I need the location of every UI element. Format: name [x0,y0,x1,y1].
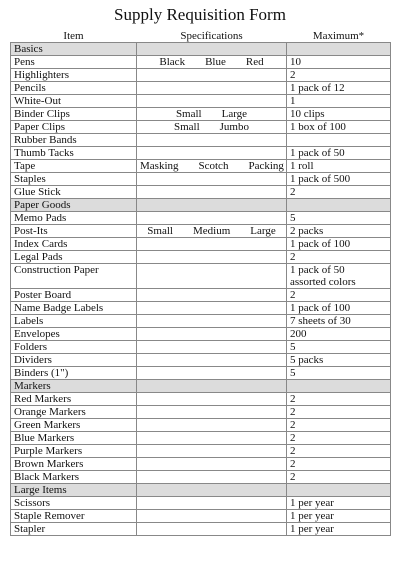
table-row [11,82,391,95]
item-name: Staple Remover [11,510,137,523]
specifications-cell [137,445,287,458]
maximum-cell [287,471,391,484]
header-row [11,30,391,43]
section-name: Basics [11,43,137,56]
maximum-cell [287,497,391,510]
item-name: Red Markers [11,393,137,406]
specifications-cell [137,289,287,302]
maximum-cell [287,445,391,458]
specification-option: Masking [140,160,179,172]
specification-option: Small [173,121,200,133]
section-max-cell [287,43,391,56]
item-name: Binders (1") [11,367,137,380]
requisition-table [10,30,391,536]
specification-option: Jumbo [219,121,249,133]
maximum-value: 2 [290,471,296,483]
maximum-value: 1 pack of 50 [290,147,345,159]
maximum-cell [287,458,391,471]
table-row [11,173,391,186]
maximum-cell [287,328,391,341]
item-name: Blue Markers [11,432,137,445]
item-name: Index Cards [11,238,137,251]
maximum-value: 1 roll [290,160,314,172]
maximum-cell [287,121,391,134]
table-row [11,471,391,484]
maximum-cell [287,160,391,173]
maximum-value: 2 [290,458,296,470]
maximum-cell [287,406,391,419]
table-row [11,445,391,458]
table-row [11,497,391,510]
section-name: Markers [11,380,137,393]
section-specs-cell [137,199,287,212]
specifications-cell [137,251,287,264]
specifications-cell [137,432,287,445]
maximum-value: 1 pack of 100 [290,238,351,250]
table-row [11,406,391,419]
maximum-cell [287,173,391,186]
maximum-value: 2 [290,289,296,301]
specifications-cell [137,264,287,289]
maximum-cell [287,56,391,69]
maximum-cell [287,354,391,367]
table-row [11,367,391,380]
maximum-cell [287,367,391,380]
specifications-cell [137,173,287,186]
maximum-cell [287,315,391,328]
item-name: Paper Clips [11,121,137,134]
specification-option: Medium [192,225,231,237]
section-name: Large Items [11,484,137,497]
specifications-column-header: Specifications [137,30,287,43]
item-name: Envelopes [11,328,137,341]
specification-option: Blue [205,56,226,68]
item-name: White-Out [11,95,137,108]
item-name: Legal Pads [11,251,137,264]
table-body [11,43,391,536]
specification-option: Red [245,56,264,68]
table-row [11,238,391,251]
maximum-cell [287,82,391,95]
maximum-cell [287,95,391,108]
item-name: Pencils [11,82,137,95]
maximum-value: 2 [290,251,296,263]
section-max-cell [287,380,391,393]
maximum-value: 1 per year [290,497,334,509]
item-name: Tape [11,160,137,173]
item-name: Post-Its [11,225,137,238]
specification-option: Scotch [198,160,229,172]
specification-option: Black [159,56,186,68]
maximum-value: 5 [290,367,296,379]
maximum-cell [287,510,391,523]
table-row [11,354,391,367]
table-row [11,523,391,536]
specifications-cell [137,497,287,510]
maximum-value: 200 [290,328,307,340]
item-name: Rubber Bands [11,134,137,147]
specifications-cell [137,147,287,160]
item-name: Thumb Tacks [11,147,137,160]
specifications-cell [137,354,287,367]
maximum-cell [287,238,391,251]
specifications-cell [137,471,287,484]
specification-option: Small [175,108,202,120]
maximum-value: 1 pack of 50 [290,264,345,276]
maximum-column-header: Maximum* [287,30,391,43]
item-name: Green Markers [11,419,137,432]
maximum-value: 1 [290,95,296,107]
maximum-cell [287,108,391,121]
specification-option: Small [147,225,173,237]
section-name: Paper Goods [11,199,137,212]
table-row [11,134,391,147]
table-row [11,302,391,315]
table-row [11,264,391,289]
maximum-value: 1 pack of 100 [290,302,351,314]
specification-option: Packing [248,160,284,172]
item-name: Pens [11,56,137,69]
maximum-cell [287,341,391,354]
specifications-cell [137,393,287,406]
specification-option: Large [250,225,276,237]
specifications-cell [137,523,287,536]
table-row [11,315,391,328]
item-column-header: Item [11,30,137,43]
item-name: Binder Clips [11,108,137,121]
maximum-cell [287,289,391,302]
maximum-value: 2 [290,393,296,405]
table-row [11,160,391,173]
specifications-cell [137,238,287,251]
maximum-value: 5 packs [290,354,324,366]
specifications-cell [137,302,287,315]
item-name: Labels [11,315,137,328]
maximum-value: 1 pack of 500 [290,173,351,185]
form-title: Supply Requisition Form [114,5,286,24]
item-name: Folders [11,341,137,354]
table-row [11,186,391,199]
maximum-value: 1 box of 100 [290,121,346,133]
specifications-cell [137,186,287,199]
maximum-value: 2 packs [290,225,324,237]
maximum-cell [287,147,391,160]
maximum-cell [287,251,391,264]
specifications-cell [137,367,287,380]
maximum-value: 5 [290,212,296,224]
maximum-value-continued: assorted colors [290,276,356,288]
specifications-cell [137,341,287,354]
maximum-value: 2 [290,445,296,457]
maximum-cell [287,69,391,82]
item-name: Scissors [11,497,137,510]
maximum-value: 2 [290,432,296,444]
maximum-cell [287,302,391,315]
section-max-cell [287,199,391,212]
maximum-value: 5 [290,341,296,353]
table-row [11,251,391,264]
item-name: Memo Pads [11,212,137,225]
maximum-value: 2 [290,419,296,431]
specifications-cell [137,95,287,108]
table-row [11,289,391,302]
specifications-cell [137,510,287,523]
specifications-cell [137,160,287,173]
specifications-cell [137,419,287,432]
maximum-cell [287,212,391,225]
table-row [11,121,391,134]
maximum-value: 1 per year [290,523,334,535]
specifications-cell [137,56,287,69]
maximum-value: 10 [290,56,301,68]
maximum-value: 2 [290,186,296,198]
maximum-cell [287,432,391,445]
table-row [11,147,391,160]
maximum-value: 10 clips [290,108,325,120]
table-row [11,56,391,69]
maximum-cell [287,419,391,432]
specifications-cell [137,225,287,238]
table-row [11,69,391,82]
table-row [11,393,391,406]
item-name: Dividers [11,354,137,367]
table-row [11,432,391,445]
specifications-cell [137,82,287,95]
item-name: Purple Markers [11,445,137,458]
item-name: Poster Board [11,289,137,302]
section-header-row [11,484,391,497]
item-name: Staples [11,173,137,186]
specifications-cell [137,315,287,328]
maximum-cell [287,393,391,406]
item-name: Stapler [11,523,137,536]
table-row [11,108,391,121]
table-row [11,419,391,432]
maximum-cell [287,186,391,199]
item-name: Glue Stick [11,186,137,199]
maximum-cell [287,134,391,147]
maximum-cell [287,264,391,289]
specifications-cell [137,328,287,341]
item-name: Construction Paper [11,264,137,289]
specifications-cell [137,212,287,225]
section-max-cell [287,484,391,497]
section-header-row [11,43,391,56]
item-name: Brown Markers [11,458,137,471]
maximum-value: 2 [290,406,296,418]
maximum-cell [287,523,391,536]
table-row [11,341,391,354]
table-row [11,225,391,238]
section-header-row [11,199,391,212]
specifications-cell [137,108,287,121]
table-row [11,328,391,341]
section-specs-cell [137,484,287,497]
section-specs-cell [137,380,287,393]
maximum-value: 7 sheets of 30 [290,315,351,327]
item-name: Orange Markers [11,406,137,419]
specifications-cell [137,406,287,419]
maximum-value: 1 per year [290,510,334,522]
specification-option: Large [221,108,248,120]
maximum-cell [287,225,391,238]
specifications-cell [137,121,287,134]
specifications-cell [137,69,287,82]
item-name: Name Badge Labels [11,302,137,315]
specifications-cell [137,134,287,147]
maximum-value: 1 pack of 12 [290,82,345,94]
table-row [11,212,391,225]
item-name: Black Markers [11,471,137,484]
table-row [11,510,391,523]
specifications-cell [137,458,287,471]
item-name: Highlighters [11,69,137,82]
maximum-value: 2 [290,69,296,81]
section-header-row [11,380,391,393]
section-specs-cell [137,43,287,56]
table-row [11,458,391,471]
table-row [11,95,391,108]
